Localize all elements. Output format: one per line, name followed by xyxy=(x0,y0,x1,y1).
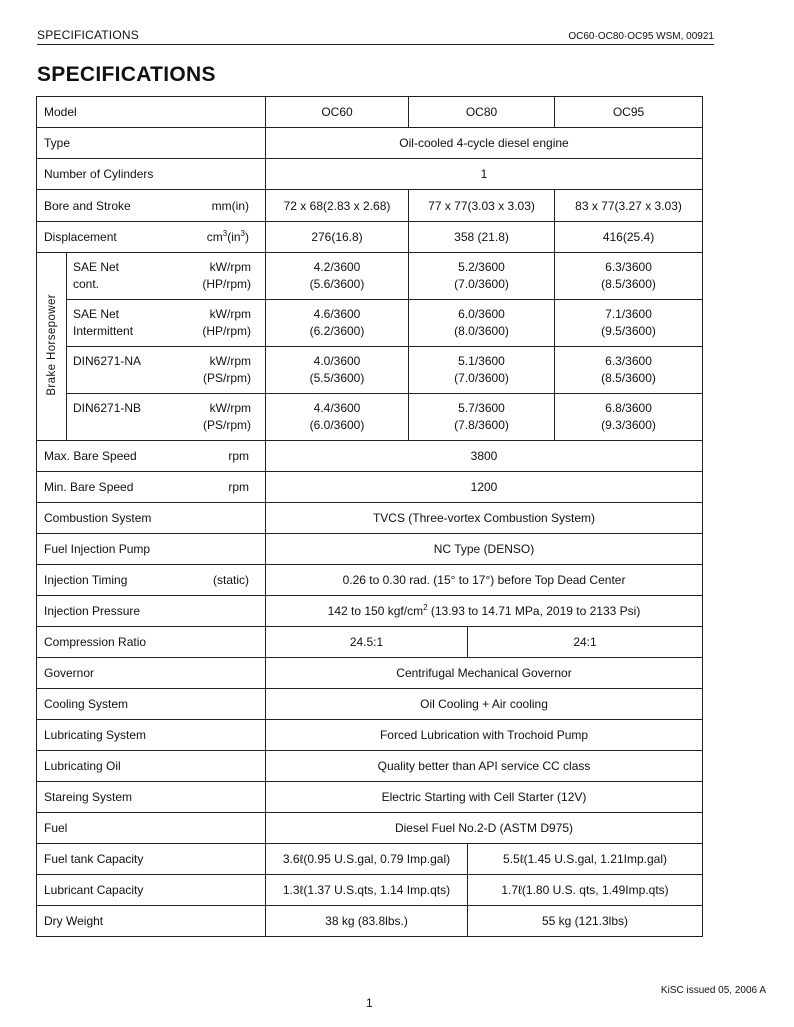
din-na-oc95: 6.3/3600 (8.5/3600) xyxy=(555,347,703,394)
din-nb-label-cell xyxy=(67,394,266,441)
type-value: Oil-cooled 4-cycle diesel engine xyxy=(266,128,703,159)
dry-weight-oc60: 38 kg (83.8lbs.) xyxy=(266,906,468,937)
max-speed-unit: rpm xyxy=(228,449,249,463)
row-cooling xyxy=(37,689,703,720)
lub-capacity-label: Lubricant Capacity xyxy=(37,875,266,906)
row-inj-timing xyxy=(37,565,703,596)
governor-value: Centrifugal Mechanical Governor xyxy=(266,658,703,689)
lub-capacity-oc80-oc95: 1.7ℓ(1.80 U.S. qts, 1.49Imp.qts) xyxy=(468,875,703,906)
page-number: 1 xyxy=(366,996,373,1010)
lub-system-value: Forced Lubrication with Trochoid Pump xyxy=(266,720,703,751)
displacement-unit: $cm^3(in^3)$ xyxy=(206,229,249,244)
type-label: Type xyxy=(37,128,266,159)
cylinders-label: Number of Cylinders xyxy=(37,159,266,190)
displacement-oc95: 416(25.4) xyxy=(555,222,703,253)
model-label: Model xyxy=(37,97,266,128)
inj-timing-value: 0.26 to 0.30 rad. (15° to 17°) before Top Dead Center xyxy=(266,565,703,596)
sae-net-int-name2: Intermittent xyxy=(73,324,134,338)
displacement-oc60: 276(16.8) xyxy=(266,222,409,253)
din-na-oc80: 5.1/3600 (7.0/3600) xyxy=(409,347,555,394)
din-nb-oc80: 5.7/3600 (7.8/3600) xyxy=(409,394,555,441)
row-bore-stroke xyxy=(37,190,703,222)
inj-pressure-label: Injection Pressure xyxy=(37,596,266,627)
cylinders-value: 1 xyxy=(266,159,703,190)
din-nb-oc60: 4.4/3600 (6.0/3600) xyxy=(266,394,409,441)
brake-horsepower-group-label: Brake Horsepower xyxy=(45,294,58,396)
row-displacement xyxy=(37,222,703,253)
min-speed-unit: rpm xyxy=(228,480,249,494)
combustion-label: Combustion System xyxy=(37,503,266,534)
displacement-oc80: 358 (21.8) xyxy=(409,222,555,253)
compression-oc80-oc95: 24:1 xyxy=(468,627,703,658)
combustion-value: TVCS (Three-vortex Combustion System) xyxy=(266,503,703,534)
sae-net-int-label-cell xyxy=(67,300,266,347)
displacement-label: Displacement xyxy=(44,230,117,244)
sae-net-cont-unit2: (HP/rpm) xyxy=(202,277,251,291)
din-nb-oc95: 6.8/3600 (9.3/3600) xyxy=(555,394,703,441)
din-na-unit1: kW/rpm xyxy=(209,354,251,368)
fuel-tank-oc80-oc95: 5.5ℓ(1.45 U.S.gal, 1.21Imp.gal) xyxy=(468,844,703,875)
sae-net-int-oc95: 7.1/3600 (9.5/3600) xyxy=(555,300,703,347)
sae-net-int-oc60: 4.6/3600 (6.2/3600) xyxy=(266,300,409,347)
bore-label: Bore and Stroke xyxy=(44,198,131,213)
din-nb-unit1: kW/rpm xyxy=(209,401,251,415)
running-header-title: SPECIFICATIONS xyxy=(37,28,139,42)
row-din6271-na xyxy=(37,347,703,394)
din-na-name1: DIN6271-NA xyxy=(73,354,142,368)
row-cylinders xyxy=(37,159,703,190)
row-type xyxy=(37,128,703,159)
sae-net-cont-label-cell xyxy=(67,253,266,300)
din-na-unit2: (PS/rpm) xyxy=(203,371,251,385)
inj-timing-label: Injection Timing xyxy=(44,573,128,587)
lub-capacity-oc60: 1.3ℓ(1.37 U.S.qts, 1.14 Imp.qts) xyxy=(266,875,468,906)
bore-oc80: 77 x 77(3.03 x 3.03) xyxy=(409,190,555,222)
row-din6271-nb xyxy=(37,394,703,441)
min-speed-label-cell xyxy=(37,472,266,503)
compression-label: Compression Ratio xyxy=(37,627,266,658)
dry-weight-oc80-oc95: 55 kg (121.3lbs) xyxy=(468,906,703,937)
din-nb-name2 xyxy=(73,417,171,434)
dry-weight-label: Dry Weight xyxy=(37,906,266,937)
sae-net-cont-oc80: 5.2/3600 (7.0/3600) xyxy=(409,253,555,300)
cooling-value: Oil Cooling + Air cooling xyxy=(266,689,703,720)
model-oc80: OC80 xyxy=(409,97,555,128)
fuel-tank-label: Fuel tank Capacity xyxy=(37,844,266,875)
lub-oil-label: Lubricating Oil xyxy=(37,751,266,782)
row-fuel-tank xyxy=(37,844,703,875)
brake-horsepower-group-label-cell xyxy=(37,253,67,441)
model-oc60: OC60 xyxy=(266,97,409,128)
fuel-tank-oc60: 3.6ℓ(0.95 U.S.gal, 0.79 Imp.gal) xyxy=(266,844,468,875)
din-na-oc60: 4.0/3600 (5.5/3600) xyxy=(266,347,409,394)
row-lub-capacity xyxy=(37,875,703,906)
sae-net-cont-oc60: 4.2/3600 (5.6/3600) xyxy=(266,253,409,300)
sae-net-cont-unit1: kW/rpm xyxy=(209,260,251,274)
inj-timing-label-cell xyxy=(37,565,266,596)
page-title: SPECIFICATIONS xyxy=(37,63,216,86)
starting-value: Electric Starting with Cell Starter (12V) xyxy=(266,782,703,813)
fuel-label: Fuel xyxy=(37,813,266,844)
min-speed-value: 1200 xyxy=(266,472,703,503)
compression-oc60: 24.5:1 xyxy=(266,627,468,658)
bore-unit: mm(in) xyxy=(211,198,249,213)
row-dry-weight xyxy=(37,906,703,937)
row-governor xyxy=(37,658,703,689)
max-speed-label: Max. Bare Speed xyxy=(44,449,137,463)
sae-net-int-unit1: kW/rpm xyxy=(209,307,251,321)
displacement-label-cell xyxy=(37,222,266,253)
min-speed-label: Min. Bare Speed xyxy=(44,480,134,494)
din-na-label-cell xyxy=(67,347,266,394)
model-oc95: OC95 xyxy=(555,97,703,128)
bore-oc60: 72 x 68(2.83 x 2.68) xyxy=(266,190,409,222)
row-starting xyxy=(37,782,703,813)
row-combustion xyxy=(37,503,703,534)
row-min-speed xyxy=(37,472,703,503)
sae-net-cont-name1: SAE Net xyxy=(73,260,120,274)
row-lub-oil xyxy=(37,751,703,782)
row-sae-net-cont xyxy=(37,253,703,300)
sae-net-int-oc80: 6.0/3600 (8.0/3600) xyxy=(409,300,555,347)
row-fuel xyxy=(37,813,703,844)
row-max-speed xyxy=(37,441,703,472)
lub-oil-value: Quality better than API service CC class xyxy=(266,751,703,782)
row-lub-system xyxy=(37,720,703,751)
row-compression xyxy=(37,627,703,658)
row-sae-net-intermittent xyxy=(37,300,703,347)
inj-pressure-value: 142 to 150 kgf/$cm^2$ (13.93 to 14.71 MPa, 2019 to 2133 Psi) xyxy=(266,596,703,627)
din-nb-name1: DIN6271-NB xyxy=(73,401,142,415)
din-na-name2 xyxy=(73,370,171,387)
row-model xyxy=(37,97,703,128)
fuel-pump-value: NC Type (DENSO) xyxy=(266,534,703,565)
inj-timing-unit: (static) xyxy=(213,573,249,587)
governor-label: Governor xyxy=(37,658,266,689)
sae-net-cont-oc95: 6.3/3600 (8.5/3600) xyxy=(555,253,703,300)
sae-net-int-name1: SAE Net xyxy=(73,307,120,321)
row-inj-pressure xyxy=(37,596,703,627)
din-nb-unit2: (PS/rpm) xyxy=(203,418,251,432)
lub-system-label: Lubricating System xyxy=(37,720,266,751)
issue-note: KiSC issued 05, 2006 A xyxy=(660,985,766,996)
fuel-pump-label: Fuel Injection Pump xyxy=(37,534,266,565)
row-fuel-pump xyxy=(37,534,703,565)
bore-label-cell xyxy=(37,190,266,222)
header-rule xyxy=(37,44,714,45)
specifications-table xyxy=(36,96,703,937)
starting-label: Stareing System xyxy=(37,782,266,813)
max-speed-label-cell xyxy=(37,441,266,472)
sae-net-cont-name2: cont. xyxy=(73,277,100,291)
running-header-doc-code: OC60·OC80·OC95 WSM, 00921 xyxy=(568,31,714,42)
max-speed-value: 3800 xyxy=(266,441,703,472)
fuel-value: Diesel Fuel No.2-D (ASTM D975) xyxy=(266,813,703,844)
cooling-label: Cooling System xyxy=(37,689,266,720)
bore-oc95: 83 x 77(3.27 x 3.03) xyxy=(555,190,703,222)
sae-net-int-unit2: (HP/rpm) xyxy=(202,324,251,338)
